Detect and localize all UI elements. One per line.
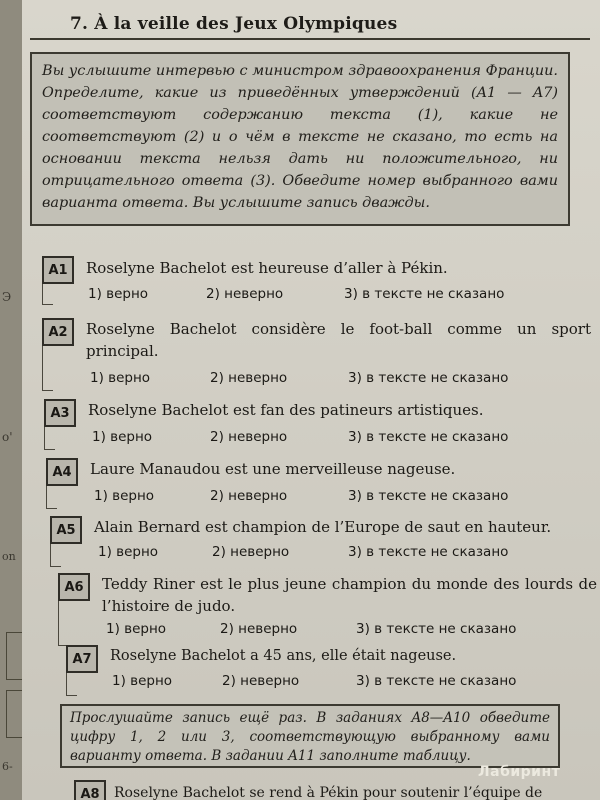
question-text: Roselyne Bachelot se rend à Pékin pour soutenir l’équipe de	[114, 785, 543, 800]
question-number: A8	[74, 780, 106, 800]
option-not-stated[interactable]: 3) в тексте не сказано	[356, 673, 517, 689]
question-text: Alain Bernard est champion de l’Europe de saut en hauteur.	[94, 518, 552, 536]
question-text: Roselyne Bachelot est fan des patineurs artistiques.	[88, 401, 484, 419]
margin-box	[6, 690, 23, 738]
question-number: A4	[46, 458, 78, 486]
item-bracket	[46, 486, 57, 509]
title-divider	[30, 38, 590, 40]
question-number: A2	[42, 318, 74, 346]
option-true[interactable]: 1) верно	[112, 673, 173, 689]
item-bracket	[42, 346, 53, 391]
question-number: A1	[42, 256, 74, 284]
question-text: Roselyne Bachelot considère le foot-ball comme un sport principal.	[86, 320, 591, 360]
option-not-stated[interactable]: 3) в тексте не сказано	[348, 370, 509, 386]
margin-fragment: on	[2, 550, 16, 563]
option-false[interactable]: 2) неверно	[206, 286, 284, 302]
page-margin	[0, 0, 22, 800]
item-bracket	[44, 427, 55, 450]
option-not-stated[interactable]: 3) в тексте не сказано	[348, 544, 509, 560]
item-bracket	[58, 601, 69, 646]
option-not-stated[interactable]: 3) в тексте не сказано	[344, 286, 505, 302]
option-true[interactable]: 1) верно	[106, 621, 167, 637]
question-text: Roselyne Bachelot a 45 ans, elle était nageuse.	[110, 648, 457, 664]
question-text: Roselyne Bachelot est heureuse d’aller à Pékin.	[86, 259, 448, 277]
option-true[interactable]: 1) верно	[90, 370, 151, 386]
margin-box	[6, 632, 23, 680]
option-true[interactable]: 1) верно	[94, 488, 155, 504]
item-bracket	[66, 673, 77, 696]
question-text: Teddy Riner est le plus jeune champion du monde des lourds de l’histoire de judo.	[102, 575, 597, 615]
question-number: A6	[58, 573, 90, 601]
option-false[interactable]: 2) неверно	[212, 544, 290, 560]
question-text: Laure Manaudou est une merveilleuse nageuse.	[90, 460, 456, 478]
instructions-box: Вы услышите интервью с министром здравоохранения Франции. Определите, какие из приведённых утверждений (A1 — A7) соответствуют содержанию текста (1), какие не соответствуют (2) и о чём в тексте не сказано, то есть на основании текста нельзя дать ни положительного, ни отрицательного ответа (3). Обведите номер выбранного вами варианта ответа. Вы услышите запись дважды.	[30, 52, 570, 226]
question-number: A5	[50, 516, 82, 544]
instructions-box-2: Прослушайте запись ещё раз. В заданиях A8—A10 обведите цифру 1, 2 или 3, соответствующую выбранному вами варианту ответа. В задании A11 заполните таблицу.	[60, 704, 560, 768]
margin-fragment: о'	[2, 430, 13, 444]
option-true[interactable]: 1) верно	[88, 286, 149, 302]
margin-fragment: 6-	[2, 760, 13, 773]
page-title: 7. À la veille des Jeux Olympiques	[70, 14, 398, 34]
option-false[interactable]: 2) неверно	[210, 488, 288, 504]
item-bracket	[50, 544, 61, 567]
option-not-stated[interactable]: 3) в тексте не сказано	[348, 488, 509, 504]
option-false[interactable]: 2) неверно	[222, 673, 300, 689]
option-false[interactable]: 2) неверно	[220, 621, 298, 637]
question-number: A7	[66, 645, 98, 673]
item-bracket	[42, 284, 53, 305]
option-false[interactable]: 2) неверно	[210, 429, 288, 445]
margin-fragment: Э	[2, 290, 12, 304]
option-true[interactable]: 1) верно	[92, 429, 153, 445]
option-not-stated[interactable]: 3) в тексте не сказано	[348, 429, 509, 445]
book-page	[22, 0, 600, 800]
question-number: A3	[44, 399, 76, 427]
watermark-logo: Лабиринт	[478, 764, 561, 780]
option-false[interactable]: 2) неверно	[210, 370, 288, 386]
option-not-stated[interactable]: 3) в тексте не сказано	[356, 621, 517, 637]
option-true[interactable]: 1) верно	[98, 544, 159, 560]
